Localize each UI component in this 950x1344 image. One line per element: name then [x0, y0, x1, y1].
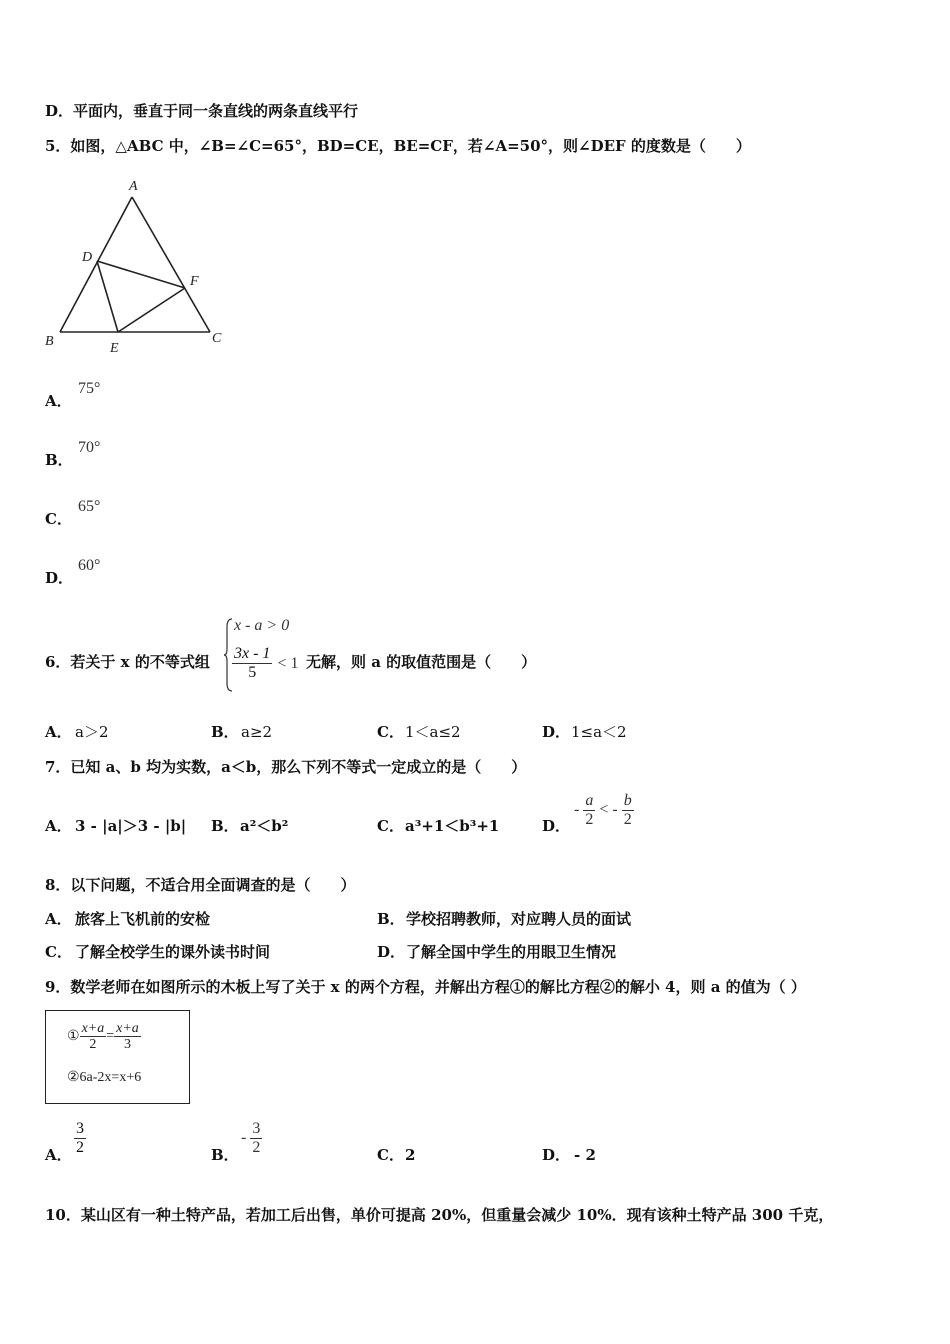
q6-inequality-1: x - a > 0	[234, 617, 290, 634]
q5-option-d-label: D．	[45, 569, 74, 587]
q9-b-fraction	[250, 1120, 262, 1157]
q9-eq1-right-num: x+a	[116, 1021, 139, 1036]
q7-d-fraction-b	[622, 792, 634, 829]
q8-option-d-label: D．	[377, 943, 406, 961]
q9-eq1-left-num: x+a	[81, 1021, 105, 1036]
q7-option-d-expression	[574, 792, 634, 829]
q8-option-c-value: 了解全校学生的课外读书时间	[75, 943, 271, 961]
q10-stem: 10．某山区有一种土特产品，若加工后出售，单价可提高 20%，但重量会减少 10%．现有该种土特产品 300 千克，	[45, 1206, 834, 1224]
q8-stem: 8．以下问题，不适合用全面调查的是（ ）	[45, 876, 356, 894]
q7-option-c-value: a³+1＜b³+1	[405, 817, 500, 835]
q6-option-d-label: D．	[542, 723, 571, 741]
q4-option-d: D．平面内，垂直于同一条直线的两条直线平行	[45, 102, 359, 120]
vertex-c-label: C	[212, 331, 222, 346]
q7-d-minus: -	[574, 801, 580, 819]
q9-option-a-value	[74, 1120, 86, 1157]
vertex-b-label: B	[45, 334, 54, 349]
q7-d-fraction-a	[583, 792, 595, 829]
q9-eq1-left-fraction	[80, 1021, 107, 1052]
q9-option-d-value: - 2	[574, 1146, 596, 1164]
q5-option-c-value: 65°	[78, 498, 101, 515]
q6-option-c-value: 1＜a≤2	[405, 723, 461, 741]
vertex-a-label: A	[129, 179, 138, 194]
q7-option-b-label: B．	[211, 817, 239, 835]
q9-option-a-label: A．	[45, 1146, 72, 1164]
q6-option-a-value: a＞2	[75, 723, 109, 741]
q9-eq1-right-fraction	[114, 1021, 141, 1052]
q8-option-b-value: 学校招聘教师，对应聘人员的面试	[406, 910, 632, 928]
q7-d-den-b: 2	[623, 811, 632, 828]
q6-option-b-label: B．	[211, 723, 239, 741]
q5-option-a-value: 75°	[78, 380, 101, 397]
q6-option-d-value: 1≤a＜2	[571, 723, 627, 741]
q7-option-a-value: 3 - |a|＞3 - |b|	[75, 817, 187, 835]
q7-d-num-a: a	[585, 792, 594, 809]
q9-option-c-value: 2	[405, 1146, 416, 1164]
q9-eq1-equals: =	[106, 1028, 115, 1044]
q9-equation-1	[67, 1021, 141, 1052]
q7-d-den-a: 2	[585, 811, 594, 828]
q9-a-den: 2	[76, 1139, 84, 1156]
q5-option-b-value: 70°	[78, 439, 101, 456]
q5-option-c-label: C．	[45, 510, 72, 528]
q5-option-a-label: A．	[45, 392, 72, 410]
q6-fraction-denominator: 5	[248, 664, 257, 681]
q9-equation-2: ②6a-2x=x+6	[67, 1070, 142, 1085]
q7-option-a-label: A．	[45, 817, 72, 835]
q8-option-a-label: A．	[45, 910, 72, 928]
q5-option-d-value: 60°	[78, 557, 101, 574]
q7-stem: 7．已知 a、b 均为实数，a＜b，那么下列不等式一定成立的是（ ）	[45, 758, 527, 776]
q5-stem: 5．如图，△ABC 中，∠B=∠C=65°，BD=CE，BE=CF，若∠A=50°，则∠DEF 的度数是（ ）	[45, 137, 751, 155]
q6-inequality-system	[224, 617, 308, 693]
vertex-f-label: F	[190, 274, 199, 289]
vertex-e-label: E	[110, 341, 119, 355]
q7-option-d-label: D．	[542, 817, 571, 835]
q7-d-lt: < -	[599, 801, 618, 819]
q7-option-b-value: a²＜b²	[240, 817, 289, 835]
q6-prefix: 6．若关于 x 的不等式组	[45, 653, 210, 671]
q6-fraction-numerator: 3x - 1	[234, 645, 271, 662]
q9-stem: 9．数学老师在如图所示的木板上写了关于 x 的两个方程，并解出方程①的解比方程②的解小 4，则 a 的值为（ ）	[45, 978, 806, 996]
q6-fraction	[232, 645, 272, 682]
q9-option-b-value	[241, 1120, 262, 1157]
q9-option-d-label: D．	[542, 1146, 571, 1164]
q6-option-b-value: a≥2	[241, 723, 273, 741]
q6-suffix: 无解，则 a 的取值范围是（ ）	[306, 653, 537, 671]
q9-b-minus: -	[241, 1129, 247, 1147]
q6-option-c-label: C．	[377, 723, 404, 741]
q5-triangle-figure	[40, 175, 240, 355]
q9-b-den: 2	[252, 1139, 261, 1156]
q8-option-c-label: C．	[45, 943, 72, 961]
q6-option-a-label: A．	[45, 723, 72, 741]
q6-inequality-2-rhs: < 1	[277, 655, 299, 672]
q8-option-d-value: 了解全国中学生的用眼卫生情况	[406, 943, 617, 961]
vertex-d-label: D	[82, 250, 93, 265]
q9-option-c-label: C．	[377, 1146, 404, 1164]
q8-option-b-label: B．	[377, 910, 405, 928]
q9-eq1-right-den: 3	[123, 1037, 131, 1052]
q7-d-num-b: b	[623, 792, 632, 809]
q7-option-c-label: C．	[377, 817, 404, 835]
q9-a-num: 3	[76, 1120, 84, 1137]
q9-eq1-mark: ①	[67, 1029, 80, 1044]
q9-eq1-left-den: 2	[89, 1037, 97, 1052]
q9-a-fraction	[74, 1120, 86, 1157]
q9-board	[45, 1010, 190, 1104]
q9-option-b-label: B．	[211, 1146, 239, 1164]
q8-option-a-value: 旅客上飞机前的安检	[75, 910, 211, 928]
q5-option-b-label: B．	[45, 451, 73, 469]
q9-b-num: 3	[252, 1120, 261, 1137]
